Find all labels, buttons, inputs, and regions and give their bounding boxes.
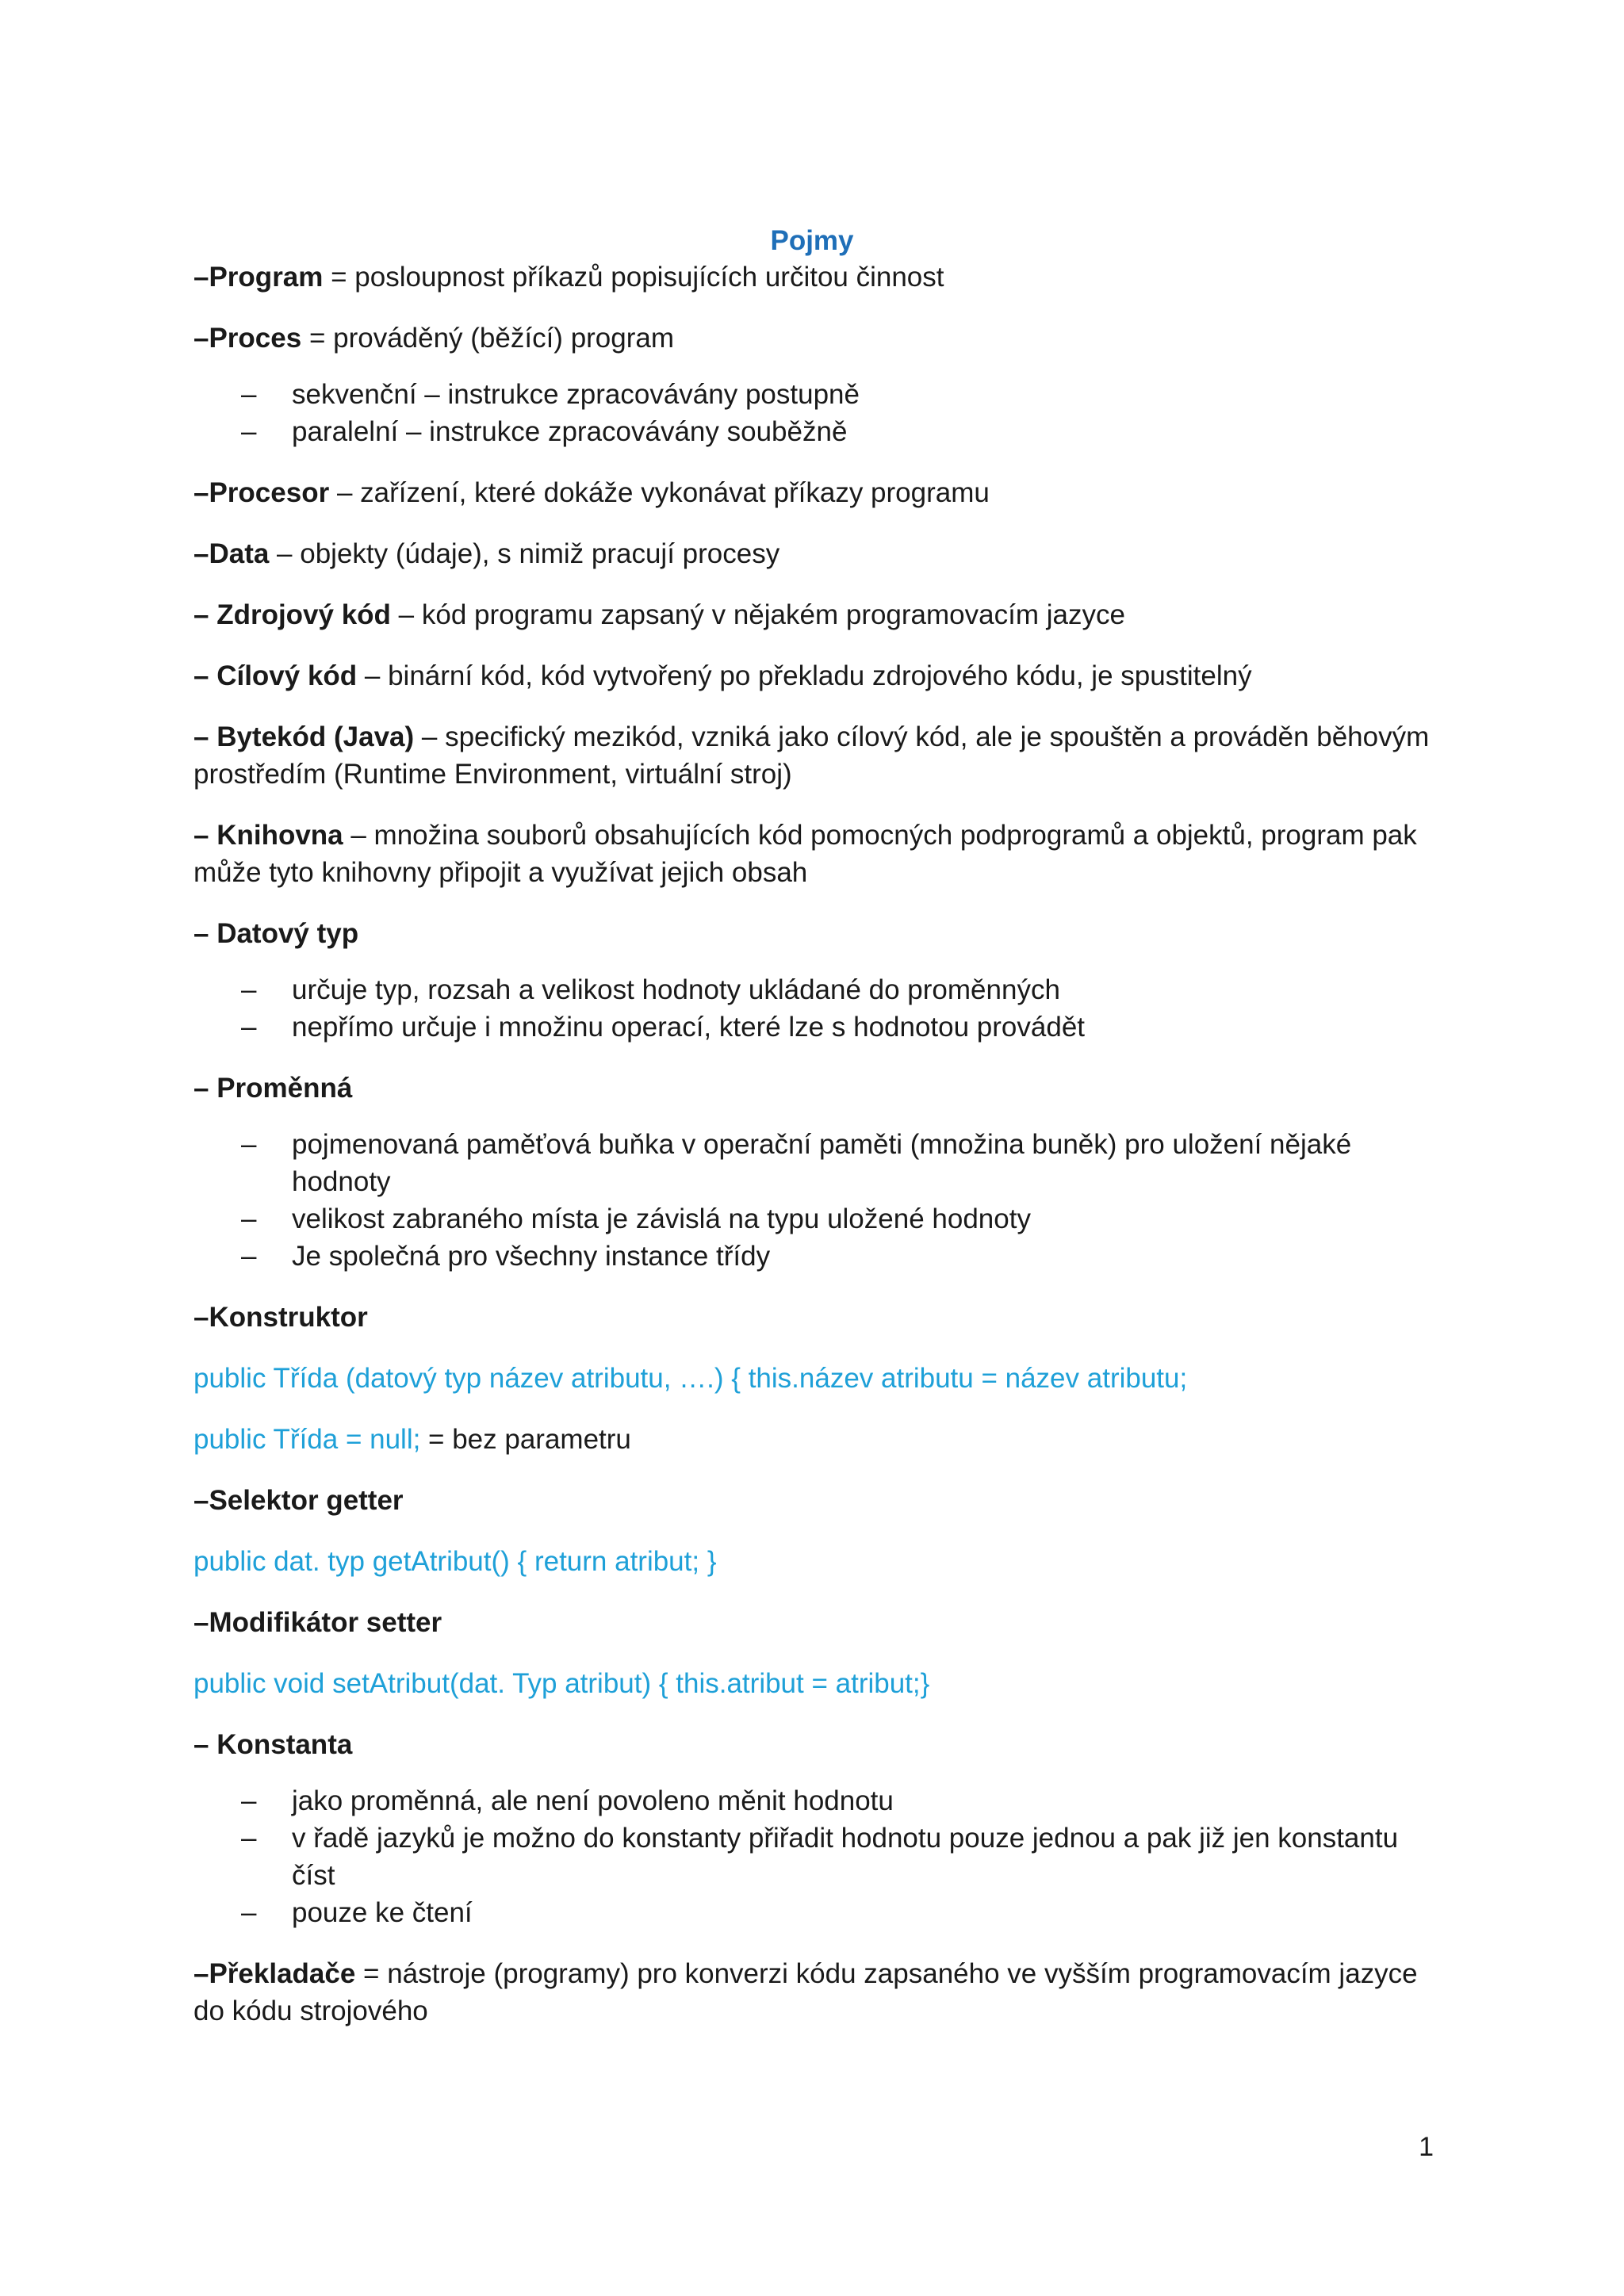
term-label: –Data bbox=[193, 538, 270, 569]
term-definition: – binární kód, kód vytvořený po překladu zdrojového kódu, je spustitelný bbox=[357, 660, 1252, 691]
page-number: 1 bbox=[1419, 2132, 1434, 2162]
entry-konstanta bbox=[193, 1726, 1431, 1763]
list-item-text: pojmenovaná paměťová buňka v operační paměti (množina buněk) pro uložení nějaké hodnoty bbox=[292, 1129, 1352, 1197]
list-item-text: v řadě jazyků je možno do konstanty přiřadit hodnotu pouze jednou a pak již jen konstantu číst bbox=[292, 1823, 1399, 1891]
konstanta-list bbox=[193, 1782, 1431, 1931]
dash-bullet: – bbox=[241, 379, 257, 410]
list-item bbox=[193, 1782, 1431, 1820]
term-label: –Konstruktor bbox=[193, 1302, 368, 1333]
term-label: – Datový typ bbox=[193, 918, 359, 949]
code-setter: public void setAtribut(dat. Typ atribut) { this.atribut = atribut;} bbox=[193, 1668, 930, 1699]
list-item-text: Je společná pro všechny instance třídy bbox=[292, 1241, 771, 1272]
list-item-text: velikost zabraného místa je závislá na typu uložené hodnoty bbox=[292, 1203, 1031, 1234]
code-getter: public dat. typ getAtribut() { return atribut; } bbox=[193, 1546, 717, 1577]
dash-bullet: – bbox=[241, 1785, 257, 1816]
list-item bbox=[193, 971, 1431, 1008]
code-constructor-null bbox=[193, 1421, 1431, 1458]
term-definition: = posloupnost příkazů popisujících určitou činnost bbox=[323, 262, 944, 293]
entry-selektor bbox=[193, 1482, 1431, 1519]
dash-bullet: – bbox=[241, 416, 257, 447]
term-label: – Bytekód (Java) bbox=[193, 721, 415, 752]
list-item-text: pouze ke čtení bbox=[292, 1897, 473, 1928]
entry-zdrojovy-kod bbox=[193, 596, 1431, 633]
term-label: – Knihovna bbox=[193, 820, 343, 851]
entry-konstruktor bbox=[193, 1299, 1431, 1336]
entry-proces bbox=[193, 320, 1431, 357]
dash-bullet: – bbox=[241, 1241, 257, 1272]
promenna-list bbox=[193, 1126, 1431, 1275]
dash-bullet: – bbox=[241, 974, 257, 1005]
dash-bullet: – bbox=[241, 1203, 257, 1234]
list-item-text: nepřímo určuje i množinu operací, které lze s hodnotou provádět bbox=[292, 1012, 1086, 1043]
list-item bbox=[193, 1238, 1431, 1275]
dash-bullet: – bbox=[241, 1823, 257, 1854]
term-definition: – množina souborů obsahujících kód pomocných podprogramů a objektů, program pak může tyto knihovny připojit a využívat jejich obsah bbox=[193, 820, 1417, 888]
term-label: –Modifikátor setter bbox=[193, 1607, 442, 1638]
entry-bytekod bbox=[193, 718, 1431, 793]
term-label: –Procesor bbox=[193, 477, 330, 508]
entry-program bbox=[193, 258, 1431, 296]
term-definition: = prováděný (běžící) program bbox=[301, 323, 675, 354]
term-label: –Selektor getter bbox=[193, 1485, 404, 1516]
list-item bbox=[193, 1126, 1431, 1200]
list-item bbox=[193, 1008, 1431, 1046]
term-label: – Zdrojový kód bbox=[193, 599, 391, 630]
code-snippet: public Třída = null; bbox=[193, 1424, 421, 1455]
term-definition: – specifický mezikód, vzniká jako cílový kód, ale je spouštěn a prováděn běhovým prostředím (Runtime Environment, virtuální stroj) bbox=[193, 721, 1430, 790]
entry-procesor bbox=[193, 474, 1431, 511]
list-item bbox=[193, 413, 1431, 450]
entry-promenna bbox=[193, 1070, 1431, 1107]
term-definition: – kód programu zapsaný v nějakém programovacím jazyce bbox=[390, 599, 1125, 630]
term-definition: – zařízení, které dokáže vykonávat příkazy programu bbox=[329, 477, 990, 508]
term-label: –Program bbox=[193, 262, 324, 293]
entry-datovy-typ bbox=[193, 915, 1431, 952]
list-item-text: paralelní – instrukce zpracovávány souběžně bbox=[292, 416, 848, 447]
code-constructor: public Třída (datový typ název atributu, ….) { this.název atributu = název atributu; bbox=[193, 1363, 1188, 1394]
dash-bullet: – bbox=[241, 1897, 257, 1928]
entry-knihovna bbox=[193, 817, 1431, 891]
list-item bbox=[193, 1820, 1431, 1894]
datovy-typ-list bbox=[193, 971, 1431, 1046]
list-item bbox=[193, 376, 1431, 413]
term-definition: = nástroje (programy) pro konverzi kódu zapsaného ve vyšším programovacím jazyce do kódu strojového bbox=[193, 1958, 1418, 2026]
term-label: –Překladače bbox=[193, 1958, 356, 1989]
term-label: – Konstanta bbox=[193, 1729, 353, 1760]
entry-prekladace bbox=[193, 1955, 1431, 2030]
term-label: – Cílový kód bbox=[193, 660, 358, 691]
dash-bullet: – bbox=[241, 1012, 257, 1043]
term-definition: – objekty (údaje), s nimiž pracují procesy bbox=[269, 538, 780, 569]
term-label: –Proces bbox=[193, 323, 302, 354]
entry-modifikator bbox=[193, 1604, 1431, 1641]
list-item bbox=[193, 1200, 1431, 1238]
entry-data bbox=[193, 535, 1431, 572]
term-label: – Proměnná bbox=[193, 1073, 353, 1104]
proces-list bbox=[193, 376, 1431, 450]
list-item bbox=[193, 1894, 1431, 1931]
list-item-text: jako proměnná, ale není povoleno měnit hodnotu bbox=[292, 1785, 894, 1816]
entry-cilovy-kod bbox=[193, 657, 1431, 695]
code-note: = bez parametru bbox=[420, 1424, 631, 1455]
dash-bullet: – bbox=[241, 1129, 257, 1160]
page-title: Pojmy bbox=[770, 225, 854, 256]
list-item-text: určuje typ, rozsah a velikost hodnoty ukládané do proměnných bbox=[292, 974, 1060, 1005]
list-item-text: sekvenční – instrukce zpracovávány postupně bbox=[292, 379, 860, 410]
